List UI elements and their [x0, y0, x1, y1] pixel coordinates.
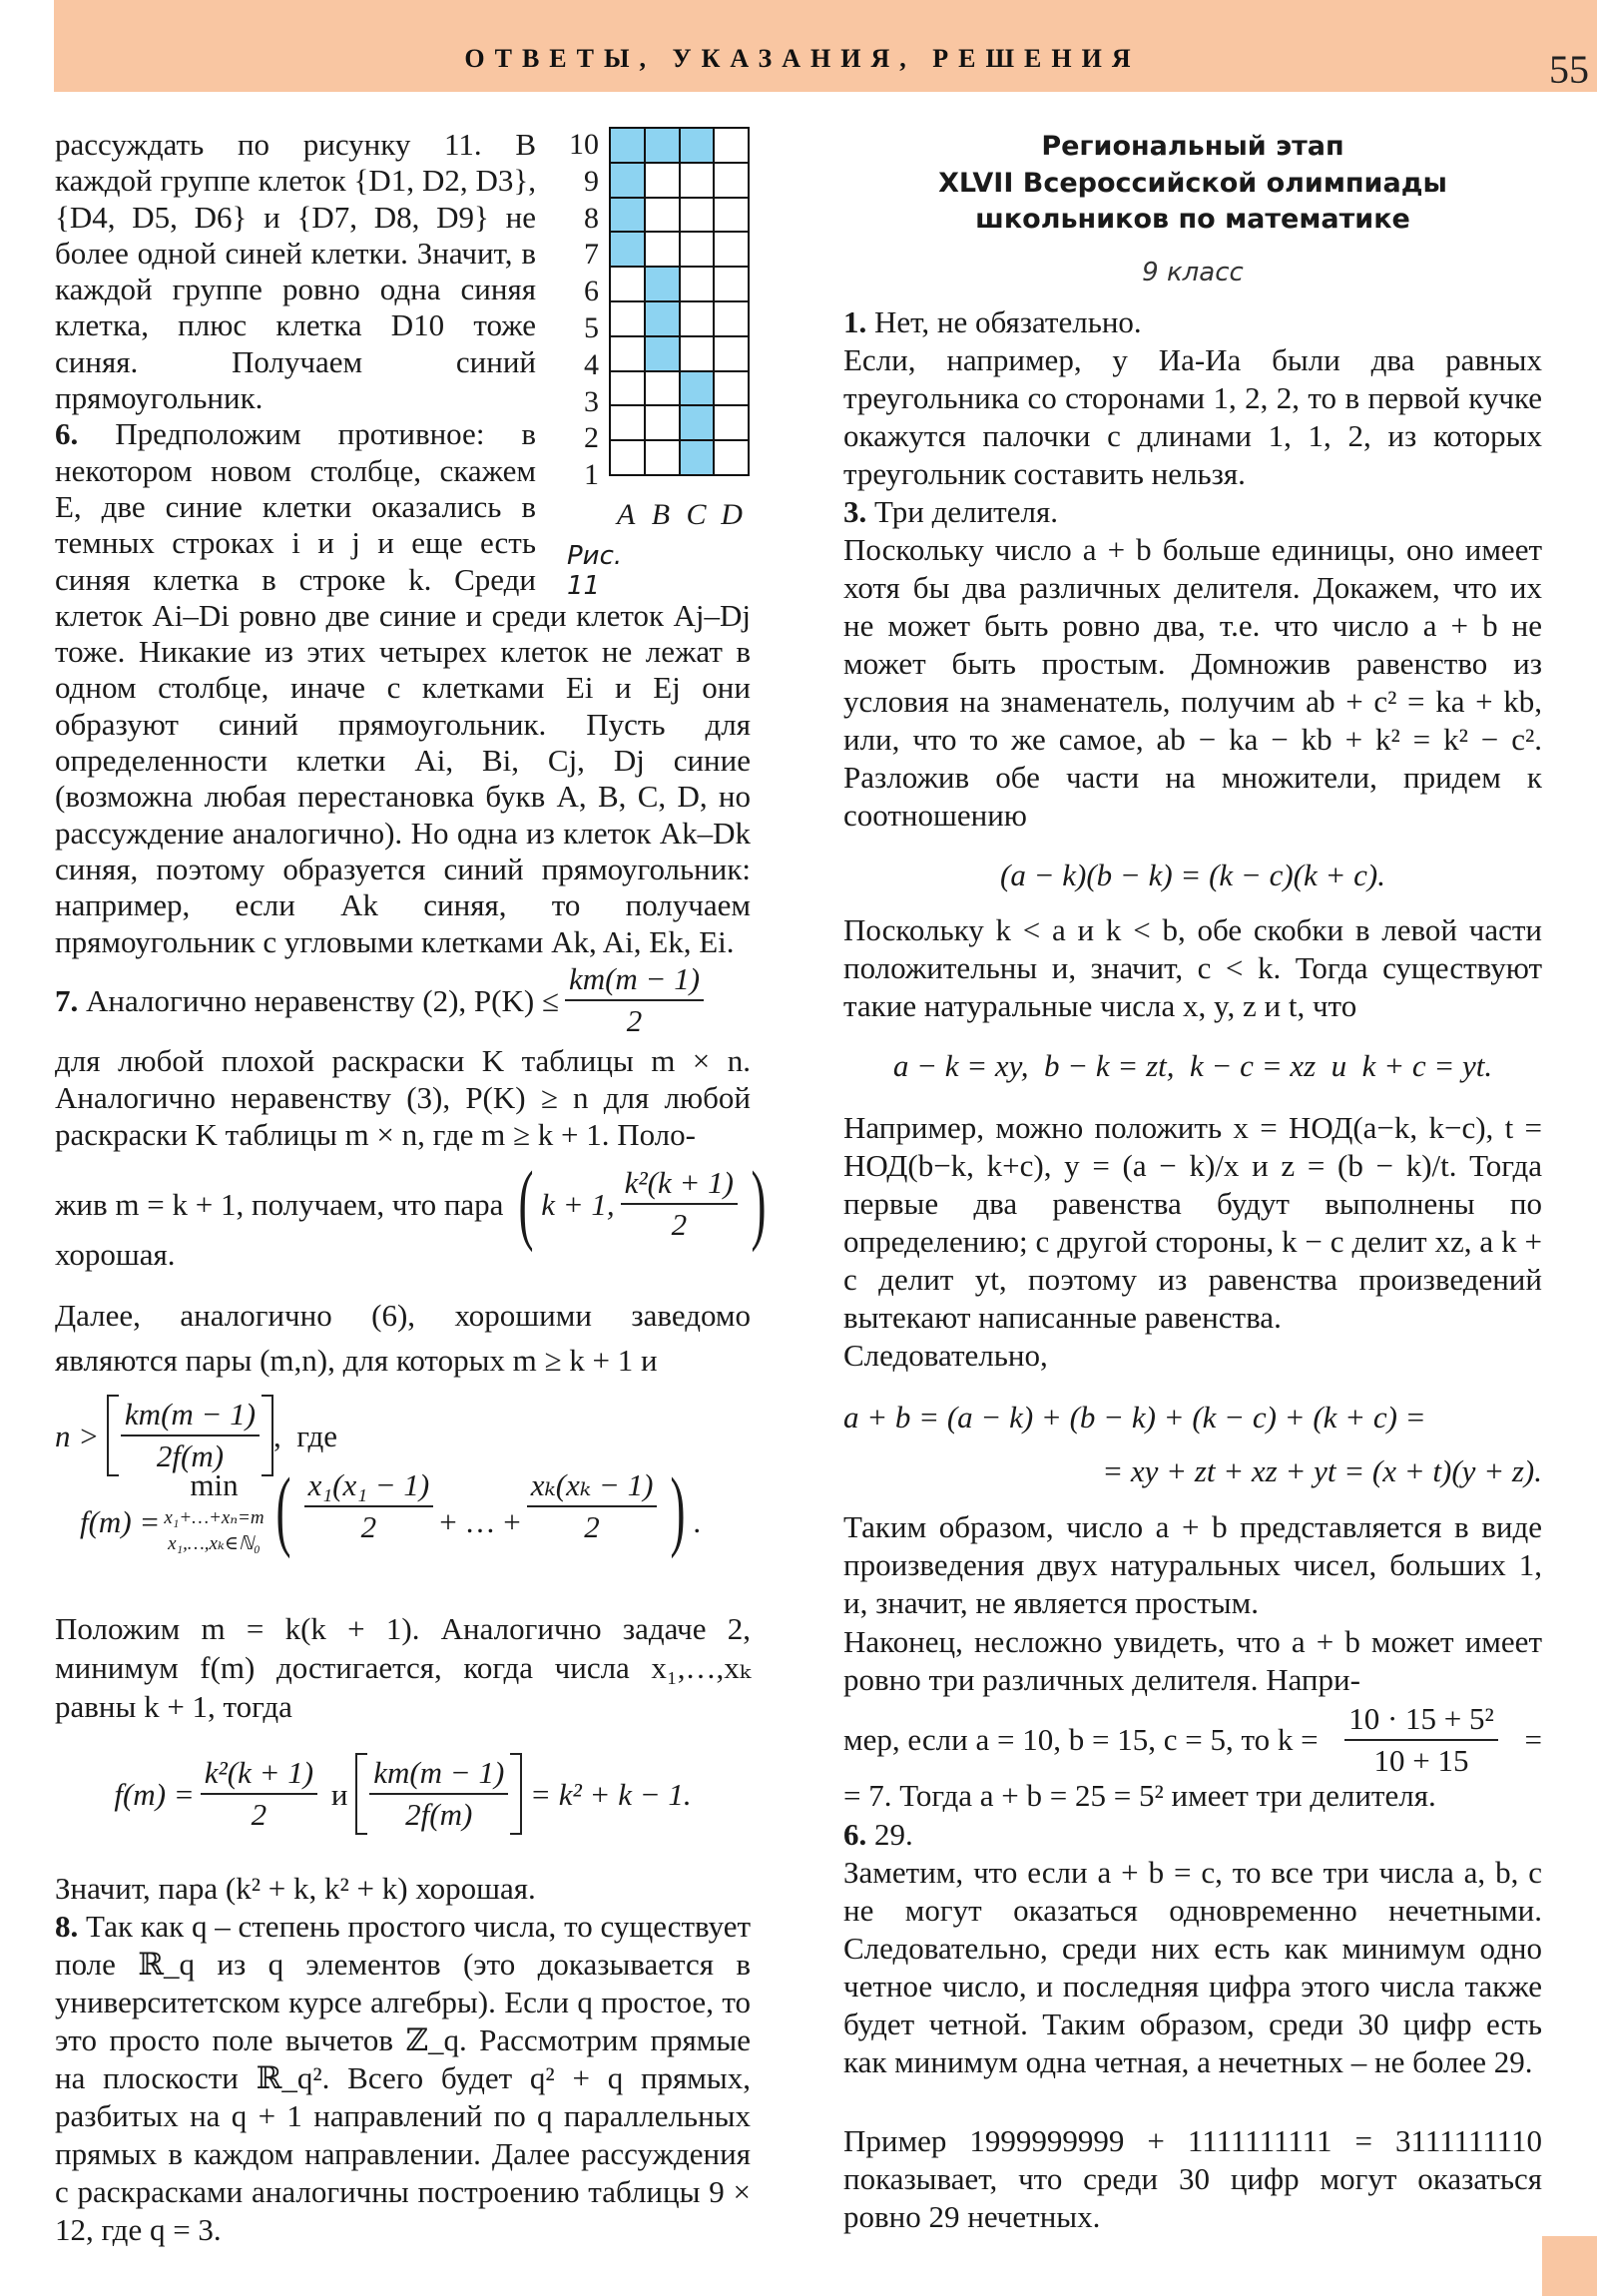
row-label: 6: [584, 275, 599, 308]
numerator: km(m − 1): [121, 1395, 260, 1436]
numerator: k²(k + 1): [201, 1753, 317, 1795]
numerator: km(m − 1): [369, 1753, 508, 1795]
paragraph-5-continued: рассуждать по рисунку 11. В каждой группе клеток {D1, D2, D3}, {D4, D5, D6} и {D7, D8, D9} не более одной синей клетки. Значит, в каждой группе ровно одна синяя клетка, плюс клетка D10 тоже синяя. Получаем синий прямоугольник.: [55, 127, 536, 416]
heading-line: XLVII Всероссийской олимпиады: [938, 167, 1447, 199]
fraction: [621, 1163, 738, 1245]
column-label: C: [686, 498, 707, 531]
left-paren: (: [275, 1460, 291, 1559]
pair-first: k + 1,: [541, 1186, 615, 1222]
answer-3: [843, 493, 1542, 531]
fraction: [121, 1395, 260, 1476]
numerator: k²(k + 1): [621, 1163, 738, 1205]
denominator: 2f(m): [156, 1438, 225, 1473]
problem-6: [843, 1816, 1542, 2081]
text: жив m = k + 1, получаем, что пара: [55, 1186, 504, 1222]
row-label: 9: [584, 164, 599, 198]
text: Три делителя.: [874, 494, 1058, 529]
paragraph-poskolku: Поскольку k < a и k < b, обе скобки в левой части положительны и, значит, c < k. Тогда существуют такие натуральные числа x, y, z и t, что: [843, 912, 1542, 1023]
paragraph-7-body: для любой плохой раскраски K таблицы m × n. Аналогично неравенству (3), P(K) ≥ n для любой раскраски K таблицы m × n, где m ≥ k + 1. Поло-: [55, 1043, 751, 1152]
numerator: xₖ(xₖ − 1): [527, 1465, 658, 1507]
right-paren: ): [751, 1154, 767, 1253]
formula-sum-line-2: = xy + zt + xz + yt = (x + t)(y + z).: [1102, 1453, 1542, 1488]
page-corner-tab: [1542, 2236, 1597, 2296]
example-line: [843, 1697, 1542, 1783]
formula-f-min: [55, 1460, 751, 1605]
text: f(m) =: [114, 1776, 195, 1812]
formula-xyzt: a − k = xy, b − k = zt, k − c = xz и k + c = yt.: [892, 1048, 1493, 1083]
figure-spacer: [536, 127, 751, 596]
left-paren: (: [518, 1154, 534, 1253]
numerator: x₁(x₁ − 1): [304, 1465, 434, 1507]
right-problems-1-3: [843, 303, 1542, 835]
numerator: km(m − 1): [565, 959, 704, 1001]
row-label: 3: [584, 384, 599, 418]
paragraph-8: [55, 1908, 751, 2249]
problem-number: 7.: [55, 982, 79, 1018]
figure-caption: Рис. 11: [567, 541, 623, 601]
text: Нет, не обязательно.: [874, 304, 1142, 339]
text: = k² + k − 1.: [530, 1776, 692, 1812]
text: мер, если a = 10, b = 15, c = 5, то k =: [843, 1722, 1319, 1757]
problem-number: 1.: [843, 304, 867, 339]
floor-bracket: [107, 1395, 273, 1476]
formula-factorization: (a − k)(b − k) = (k − c)(k + c).: [1000, 858, 1385, 892]
row-label: 1: [584, 458, 599, 492]
problem-number: 8.: [55, 1909, 79, 1944]
column-label: D: [721, 498, 743, 531]
fraction: [304, 1465, 434, 1547]
denominator: 2: [671, 1207, 688, 1242]
text: =: [1524, 1722, 1542, 1757]
page-number: 55: [1549, 47, 1589, 92]
formula-sum-line-1: a + b = (a − k) + (b − k) + (k − c) + (k + c) =: [843, 1400, 1426, 1435]
text: .: [693, 1504, 702, 1539]
row-label: 10: [569, 128, 599, 161]
example-result: = 7. Тогда a + b = 25 = 5² имеет три делителя.: [843, 1778, 1436, 1813]
min-subscript: x₁,…,xₖ∈ℕ₀: [168, 1533, 261, 1554]
text: 29.: [874, 1817, 913, 1852]
problem-number: 6.: [55, 416, 79, 452]
row-label: 2: [584, 421, 599, 455]
denominator: 2: [360, 1509, 377, 1544]
fraction: [369, 1753, 508, 1835]
problem-number: 6.: [843, 1817, 867, 1852]
heading-line: Региональный этап: [1041, 131, 1344, 162]
paragraph-7-line: [55, 953, 751, 1047]
paragraph-znachit: Значит, пара (k² + k, k² + k) хорошая.: [55, 1871, 536, 1906]
left-intro-text: [55, 127, 751, 960]
problem-number: 3.: [843, 494, 867, 529]
paragraph-text: Так как q – степень простого числа, то существует поле ℝ_q из q элементов (это доказывается в университетском курсе алгебры). Если q простое, то это просто поле вычетов ℤ_q. Рассмотрим прямые на плоскости ℝ_q². Всего будет q² + q прямых, разбитых на q + 1 направлений по q параллельных прямых в каждом направлении. Далее рассуждения с раскрасками аналогичны построению таблицы 9 × 12, где q = 3.: [55, 1909, 752, 2247]
row-label: 7: [584, 238, 599, 272]
paragraph-takim-obrazom: Таким образом, число a + b представляется в виде произведения двух натуральных чисел, больших 1, и, значит, не является простым.: [843, 1509, 1542, 1620]
text: Например, можно положить x = НОД(a−k, k−c), t = НОД(b−k, k+c), y = (a − k)/x и z = (b − k)/t. Тогда первые два равенства будут выполнены по определению; с другой стороны, k − c делит xz, а k + c делит yt, поэтому из равенства произведений вытекают написанные равенства.: [843, 1110, 1542, 1335]
fraction: [527, 1465, 658, 1547]
row-label: 5: [584, 311, 599, 344]
text: f(m) =: [80, 1504, 161, 1539]
answer-6: [843, 1816, 1542, 1854]
text: + … +: [439, 1504, 521, 1539]
column-label: B: [651, 498, 671, 531]
paragraph-dalee: Далее, аналогично (6), хорошими заведомо являются пары (m,n), для которых m ≥ k + 1 и: [55, 1298, 751, 1378]
heading-line: школьников по математике: [975, 204, 1410, 235]
denominator: 10 + 15: [1373, 1743, 1469, 1778]
denominator: 2: [251, 1797, 267, 1832]
denominator: 2: [584, 1509, 600, 1544]
text: Следовательно,: [843, 1338, 1048, 1373]
grade-subheading: 9 класс: [1142, 258, 1244, 287]
denominator: 2: [626, 1003, 643, 1038]
text: и: [330, 1776, 348, 1812]
formula-f-value: [55, 1744, 751, 1844]
paragraph-7-end: хорошая.: [55, 1237, 176, 1272]
paragraph-nakonets: Наконец, несложно увидеть, что a + b может имеет ровно три различных делителя. Напри-: [843, 1624, 1542, 1697]
row-label: 8: [584, 201, 599, 235]
answer-1: [843, 303, 1542, 341]
running-header: [54, 0, 1597, 92]
solution-6: Заметим, что если a + b = c, то все три числа a, b, c не могут оказаться одновременно нечетными. Следовательно, среди них есть как минимум одно четное число, и последняя цифра этого числа также будет четной. Таким образом, среди 30 цифр есть как минимум одна четная, а нечетных – не более 29.: [843, 1855, 1542, 2079]
paragraph-naprimer: [843, 1109, 1542, 1375]
floor-bracket: [355, 1753, 522, 1835]
right-paren: ): [670, 1460, 686, 1559]
fraction: [201, 1753, 317, 1835]
section-heading: [843, 129, 1542, 239]
min-label: min: [190, 1467, 239, 1502]
row-label: 4: [584, 347, 599, 381]
text: Аналогично неравенству (2), P(K) ≤: [86, 982, 559, 1018]
column-label: A: [617, 498, 636, 531]
paragraph-polozhim: Положим m = k(k + 1). Аналогично задаче 2, минимум f(m) достигается, когда числа x₁,…,xₖ равны k + 1, тогда: [55, 1611, 751, 1724]
numerator: 10 · 15 + 5²: [1344, 1699, 1498, 1741]
fraction: [565, 959, 704, 1041]
solution-3: Поскольку число a + b больше единицы, оно имеет хотя бы два различных делителя. Докажем, что их не может быть ровно два, т.е. что число a + b не может быть простым. Домножив равенство из условия на знаменатель, получим ab + c² = ka + kb, или, что то же самое, ab − ka − kb + k² = k² − c². Разложив обе части на множители, придем к соотношению: [843, 532, 1542, 833]
text: , где: [273, 1418, 337, 1453]
min-operator: [164, 1465, 264, 1557]
text: n >: [55, 1418, 100, 1453]
fraction: [1344, 1699, 1498, 1781]
example-6: Пример 1999999999 + 1111111111 = 3111111110 показывает, что среди 30 цифр могут оказаться ровно 29 нечетных.: [843, 2123, 1542, 2234]
denominator: 2f(m): [405, 1797, 473, 1832]
min-subscript: x₁+…+xₙ=m: [164, 1507, 265, 1528]
paragraph-text: Предположим противное: в некотором новом столбце, скажем E, две синие клетки оказались в темных строках i и j и еще есть синяя клетка в строке k. Среди клеток Ai–Di ровно две синие и среди клеток Aj–Dj тоже. Никакие из этих четырех клеток не лежат в одном столбце, иначе с клетками Ei и Ej они образуют синий прямоугольник. Пусть для определенности клетки Ai, Bi, Cj, Dj синие (возможна любая перестановка букв A, B, C, D, но рассуждение аналогично). Но одна из клеток Ak–Dk синяя, поэтому образуется синий прямоугольник: например, если Ak синяя, то получаем прямоугольник с угловыми клетками Ak, Ai, Ek, Ei.: [55, 416, 751, 959]
running-header-title: ОТВЕТЫ, УКАЗАНИЯ, РЕШЕНИЯ: [464, 44, 1141, 73]
solution-1: Если, например, у Иа-Иа были два равных треугольника со сторонами 1, 2, 2, то в первой кучке окажутся палочки с длинами 1, 1, 2, из которых треугольник составить нельзя.: [843, 342, 1542, 491]
